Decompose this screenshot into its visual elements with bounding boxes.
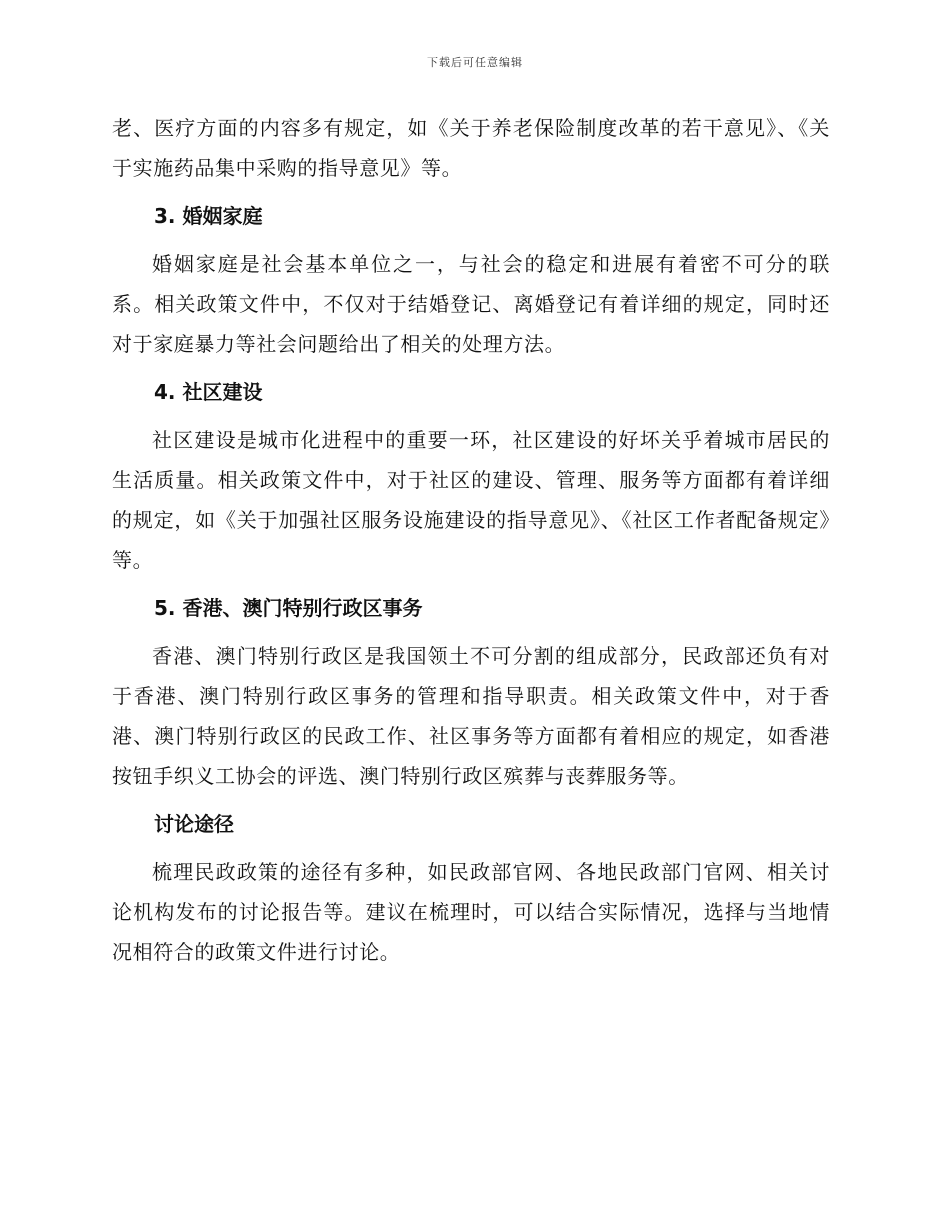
paragraph-continuation: 老、医疗方面的内容多有规定，如《关于养老保险制度改革的若干意见》、《关于实施药品集中采购的指导意见》等。 (112, 116, 830, 180)
section-heading-research-approach: 讨论途径 (154, 812, 234, 836)
paragraph-hk-macao-affairs: 香港、澳门特别行政区是我国领土不可分割的组成部分，民政部还负有对于香港、澳门特别行政区事务的管理和指导职责。相关政策文件中，对于香港、澳门特别行政区的民政工作、社区事务等方面都有着相应的规定，如香港按钮手织义工协会的评选、澳门特别行政区殡葬与丧葬服务等。 (112, 644, 830, 788)
section-heading-marriage-family: 3. 婚姻家庭 (154, 204, 263, 228)
paragraph-community-building: 社区建设是城市化进程中的重要一环，社区建设的好坏关乎着城市居民的生活质量。相关政策文件中，对于社区的建设、管理、服务等方面都有着详细的规定，如《关于加强社区服务设施建设的指导意见》、《社区工作者配备规定》等。 (112, 428, 830, 572)
section-heading-hk-macao-affairs: 5. 香港、澳门特别行政区事务 (154, 596, 423, 620)
paragraph-marriage-family: 婚姻家庭是社会基本单位之一，与社会的稳定和进展有着密不可分的联系。相关政策文件中，不仅对于结婚登记、离婚登记有着详细的规定，同时还对于家庭暴力等社会问题给出了相关的处理方法。 (112, 252, 830, 356)
document-body (112, 108, 830, 980)
page-header-note: 下载后可任意编辑 (427, 56, 523, 69)
section-heading-community-building: 4. 社区建设 (154, 380, 263, 404)
paragraph-research-approach: 梳理民政政策的途径有多种，如民政部官网、各地民政部门官网、相关讨论机构发布的讨论报告等。建议在梳理时，可以结合实际情况，选择与当地情况相符合的政策文件进行讨论。 (112, 860, 830, 964)
